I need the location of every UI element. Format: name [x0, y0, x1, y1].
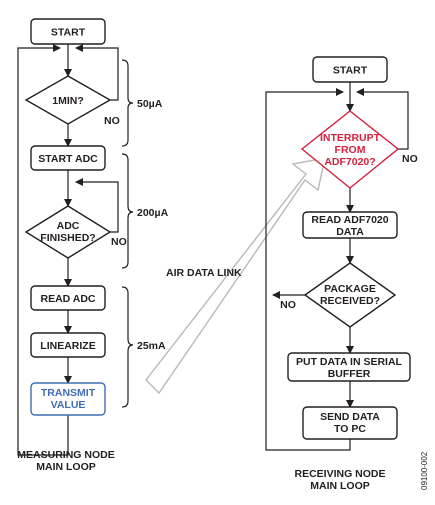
left-start-label: START [50, 26, 86, 39]
package-label-1: PACKAGE [324, 283, 376, 295]
interrupt-label-3: ADF7020? [324, 156, 376, 168]
right-no-label-2: NO [280, 299, 296, 311]
bracket-25ma [122, 287, 133, 407]
adc-finished-label-1: ADC [56, 220, 80, 232]
bracket-200ua [122, 154, 133, 268]
right-start-label: START [332, 64, 368, 77]
package-label-2: RECEIVED? [319, 295, 381, 307]
figure-id: 09100-002 [420, 451, 429, 490]
linearize-label: LINEARIZE [40, 340, 96, 352]
current-25ma: 25mA [137, 340, 166, 352]
put-data-label-2: BUFFER [327, 368, 371, 380]
bracket-50ua [122, 60, 133, 146]
transmit-label-1: TRANSMIT [40, 387, 96, 399]
current-200ua: 200µA [137, 207, 169, 219]
read-adf-label-2: DATA [336, 226, 364, 238]
transmit-label-2: VALUE [50, 399, 86, 411]
read-adc-label: READ ADC [40, 293, 96, 305]
current-50ua: 50µA [137, 98, 163, 110]
left-no-label-2: NO [111, 236, 127, 248]
start-adc-label: START ADC [38, 153, 98, 165]
receiving-caption-1: RECEIVING NODE [294, 468, 386, 480]
put-data-label-1: PUT DATA IN SERIAL [296, 356, 402, 368]
send-data-label-2: TO PC [334, 423, 366, 435]
receiving-caption-2: MAIN LOOP [310, 480, 370, 492]
left-1min-label: 1MIN? [52, 95, 84, 107]
air-data-link-label: AIR DATA LINK [166, 267, 242, 279]
interrupt-label-1: INTERRUPT [319, 132, 381, 144]
measuring-caption-2: MAIN LOOP [36, 461, 96, 473]
measuring-caption-1: MEASURING NODE [17, 449, 115, 461]
send-data-label-1: SEND DATA [320, 411, 380, 423]
adc-finished-label-2: FINISHED? [40, 232, 96, 244]
read-adf-label-1: READ ADF7020 [311, 214, 389, 226]
interrupt-label-2: FROM [334, 144, 366, 156]
left-no-label-1: NO [104, 115, 120, 127]
right-no-label-1: NO [402, 153, 418, 165]
